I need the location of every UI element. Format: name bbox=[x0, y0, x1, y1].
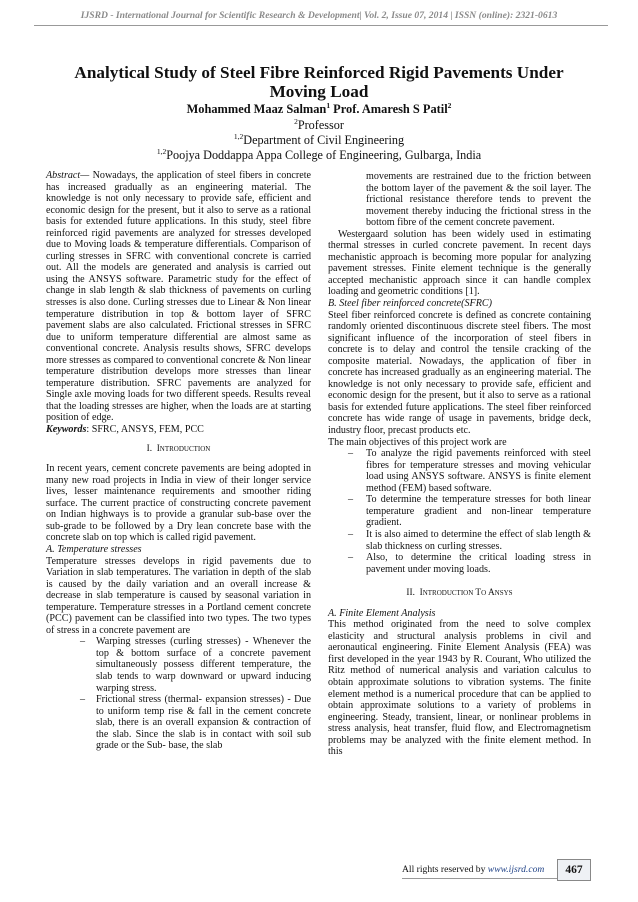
affiliation-role bbox=[40, 118, 598, 133]
abstract bbox=[46, 170, 311, 424]
bullet-mark: – bbox=[348, 494, 354, 506]
right-column bbox=[328, 171, 591, 758]
dept-sup: 1,2 bbox=[233, 132, 244, 141]
list-item-text: Warping stresses (curling stresses) - Whenever the top & bottom surface of a concrete pavement simultaneously possess different temperature, the slab tends to warp downward or upward inducing warping stress. bbox=[96, 636, 311, 694]
author-1: Mohammed Maaz Salman bbox=[186, 102, 327, 116]
list-item bbox=[328, 494, 591, 529]
subsection-fea: A. Finite Element Analysis bbox=[328, 607, 436, 619]
intro-paragraph: In recent years, cement concrete pavements are being adopted in many new road projects in India in view of their longer service lives, lesser maintenance requirements and smoother riding surface. The current practice of constructing concrete pavement on Indian highways is to provide a granular sub-base over the sub-grade to be followed by a Dry lean concrete base with the concrete slab on top which is called rigid pavement. bbox=[46, 463, 311, 544]
sfrc-paragraph: Steel fiber reinforced concrete is defined as concrete containing randomly oriented discontinuous discrete steel fibers. The most significant influence of the incorporation of steel fibers in concrete is to delay and control the tensile cracking of the composite material. Nowadays, the application of fiber in concrete has increased gradually as an engineering material. The knowledge is not only necessary to provide safe, efficient and economic design for the present, but it also to serve as a rational basis for extended future applications. The steel fiber reinforced concrete has wide range of usage in pavements, bridge deck, industry floor, precast products etc. bbox=[328, 309, 591, 437]
bullet-mark: – bbox=[348, 448, 354, 460]
author-line bbox=[40, 102, 598, 117]
list-item-text: Also, to determine the critical loading stress in pavement under moving loads. bbox=[366, 552, 591, 575]
journal-header: IJSRD - International Journal for Scientific Research & Development| Vol. 2, Issue 07, 2014 | ISSN (online): 2321-0613 bbox=[80, 10, 558, 21]
list-item-text: To determine the temperature stresses for both linear temperature gradient and non-linear temperature gradient. bbox=[366, 494, 591, 529]
footer-rights bbox=[402, 864, 544, 875]
college-text: Poojya Doddappa Appa College of Engineering, Gulbarga, India bbox=[166, 148, 482, 162]
keywords-text: : SFRC, ANSYS, FEM, PCC bbox=[86, 424, 204, 436]
affiliation-college bbox=[40, 148, 598, 163]
objectives-intro: The main objectives of this project work are bbox=[328, 436, 507, 448]
list-item bbox=[46, 694, 311, 752]
list-item bbox=[46, 636, 311, 694]
list-item-text: It is also aimed to determine the effect of slab length & slab thickness on curling stresses. bbox=[366, 528, 591, 552]
list-item-text: To analyze the rigid pavements reinforced with steel fibres for temperature stresses and moving vehicular load using ANSYS software. ANSYS is finite element method (FEM) based software. bbox=[366, 448, 591, 494]
subsection-temperature-stresses: A. Temperature stresses bbox=[46, 543, 142, 555]
bullet-mark: – bbox=[80, 636, 86, 648]
fea-paragraph: This method originated from the need to solve complex elasticity and structural analysis problems in civil and aeronautical engineering. Finite Element Analysis (FEA) was first developed in the year 1943 by R. Courant, Who utilized the Ritz method of numerical analysis and variation calculus to obtain approximate solutions to vibration systems. The finite element method is a numerical procedure that can be applied to obtain approximate solutions to a variety of problems in engineering. Steady, transient, linear, or nonlinear problems in stress analysis, heat transfer, fluid flow, and Electromagnetism problems may be analyzed with the finite element method. In this bbox=[328, 619, 591, 758]
bullet-mark: – bbox=[80, 694, 86, 706]
keywords-label: Keywords bbox=[46, 424, 87, 436]
list-item bbox=[328, 552, 591, 575]
bullet-continuation: movements are restrained due to the friction between the bottom layer of the pavement & the soil layer. The frictional resistance therefore tends to prevent the movement thereby inducing the frictional stress in the bottom fibre of the cement concrete pavement. bbox=[366, 171, 591, 229]
paper-title: Analytical Study of Steel Fibre Reinforced Rigid Pavements Under Moving Load bbox=[74, 63, 564, 101]
college-sup: 1,2 bbox=[156, 147, 167, 156]
bullet-mark: – bbox=[348, 528, 354, 540]
section-2-title: Introduction To Ansys bbox=[419, 588, 513, 599]
dept-text: Department of Civil Engineering bbox=[243, 133, 405, 147]
list-item bbox=[328, 529, 591, 552]
left-column bbox=[46, 170, 311, 752]
section-2-number: II. bbox=[406, 588, 415, 599]
westergaard-paragraph: Westergaard solution has been widely used in estimating thermal stresses in curled concrete pavement. In recent days mechanistic approach is becoming more popular for analyzing pavement stresses. Finite element technique is the generally accepted mechanistic approach since it can handle complex loading and geometric conditions [1]. bbox=[328, 228, 591, 298]
page-number: 467 bbox=[557, 859, 591, 881]
abstract-text: Nowadays, the application of steel fibers in concrete has increased gradually as an engineering material. The knowledge is not only necessary to provide safe, efficient and economic design for the present, but it also to serve as a rational basis for extended future applications. In this study, steel fibre reinforced rigid pavements are analyzed for stresses developed due to Moving loads & temperature differentials. Comparison of curling stresses in SFRC with conventional concrete is carried out. All the models are generated and analysis is carried out using the ANSYS software. Parametric study for the effect of change in slab length & slab thickness of pavements on curling stresses is also done. Curling stresses due to Linear & Non linear temperature distribution in top & bottom layer of SFRC pavement slabs are also calculated. Frictional stresses in SFRC due to uniform temperature differential are almost same as conventional concrete. Analysis results shows, SFRC develops more stresses as compared to conventional concrete & Non linear temperature distribution develops more stresses than linear temperature distribution. SFRC pavements are analyzed for Single axle moving loads for two different speeds. Results reveal that the loading stresses are higher, when the loads are at starting position of edge. bbox=[46, 170, 311, 424]
list-item-text: Frictional stress (thermal- expansion stresses) - Due to uniform temp rise & fall in the cement concrete slab, there is an overall expansion & contraction of the slab. Since the slab is in contact with soil sub grade or the Sub- base, the slab bbox=[96, 694, 311, 752]
section-2-heading bbox=[328, 588, 591, 600]
abstract-label: Abstract— bbox=[46, 170, 90, 181]
footer-prefix: All rights reserved by bbox=[402, 864, 488, 875]
author-2-sup: 2 bbox=[447, 101, 452, 110]
section-1-number: I. bbox=[146, 443, 153, 454]
temperature-paragraph: Temperature stresses develops in rigid pavements due to Variation in slab temperatures. The variation in depth of the slab is caused by the daily variation and an overall increase & decrease in slab temperature is caused by seasonal variation in temperature. Temperature stresses in a Portland cement concrete (PCC) pavement can be classified into two types. The two types of stress in a concrete pavement are bbox=[46, 555, 311, 636]
footer-link[interactable]: www.ijsrd.com bbox=[487, 864, 545, 875]
subsection-sfrc: B. Steel fiber reinforced concrete(SFRC) bbox=[328, 298, 492, 310]
affiliation-dept bbox=[40, 133, 598, 148]
role-text: Professor bbox=[297, 118, 344, 132]
footer-rule bbox=[402, 878, 557, 879]
role-sup: 2 bbox=[294, 117, 298, 126]
section-1-title: Introduction bbox=[156, 443, 211, 454]
author-1-sup: 1 bbox=[326, 101, 331, 110]
list-item bbox=[328, 448, 591, 494]
keywords bbox=[46, 424, 311, 436]
bullet-mark: – bbox=[348, 552, 354, 564]
author-2: Prof. Amaresh S Patil bbox=[333, 102, 448, 116]
header-rule bbox=[34, 25, 608, 26]
section-1-heading bbox=[46, 444, 311, 456]
